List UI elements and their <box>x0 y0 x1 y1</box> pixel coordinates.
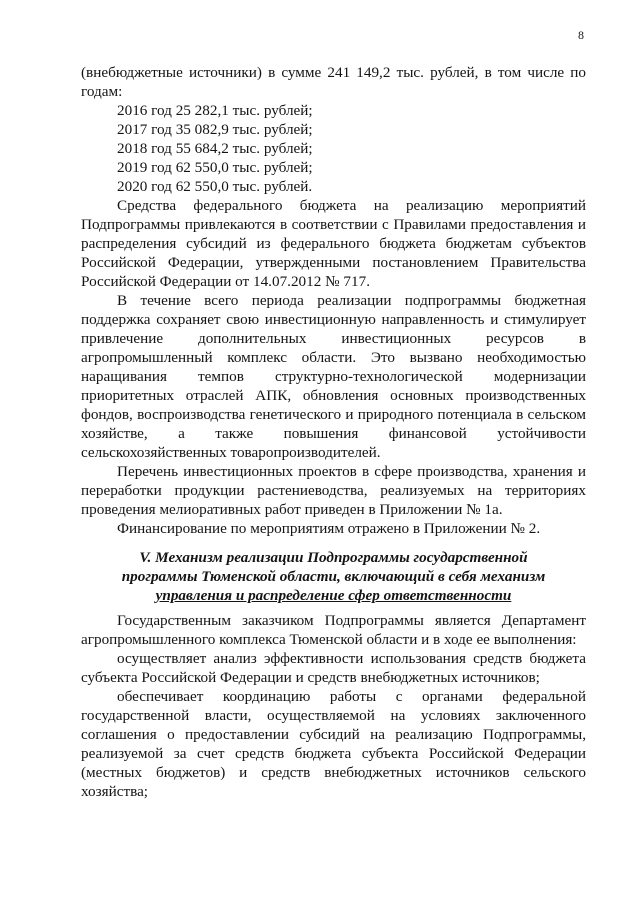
section-heading <box>81 548 586 605</box>
paragraph-investment: В течение всего периода реализации подпрограммы бюджетная поддержка сохраняет свою инвестиционную направленность и стимулирует привлечение дополнительных инвестиционных ресурсов в агропромышленный комплекс области. Это вызвано необходимостью наращивания темпов структурно-технологической модернизации приоритетных отраслей АПК, обновления основных производственных фондов, воспроизводства генетического и природного потенциала в сельском хозяйстве, а также повышения финансовой устойчивости сельскохозяйственных товаропроизводителей. <box>81 292 586 461</box>
year-item: 2019 год 62 550,0 тыс. рублей; <box>117 159 313 176</box>
year-item: 2016 год 25 282,1 тыс. рублей; <box>117 102 313 119</box>
paragraph-financing: Финансирование по мероприятиям отражено в Приложении № 2. <box>117 520 541 537</box>
document-body <box>81 63 586 801</box>
paragraph-analysis: осуществляет анализ эффективности использования средств бюджета субъекта Российской Федерации и средств внебюджетных источников; <box>81 650 586 686</box>
paragraph-customer: Государственным заказчиком Подпрограммы является Департамент агропромышленного комплекса Тюменской области и в ходе ее выполнения: <box>81 612 586 648</box>
paragraph-federal-funds: Средства федерального бюджета на реализацию мероприятий Подпрограммы привлекаются в соответствии с Правилами предоставления и распределения субсидий из федерального бюджета бюджетам субъектов Российской Федерации, утвержденными постановлением Правительства Российской Федерации от 14.07.2012 № 717. <box>81 197 586 290</box>
paragraph-intro: (внебюджетные источники) в сумме 241 149,2 тыс. рублей, в том числе по годам: <box>81 64 586 100</box>
year-item: 2018 год 55 684,2 тыс. рублей; <box>117 140 313 157</box>
year-item: 2017 год 35 082,9 тыс. рублей; <box>117 121 313 138</box>
years-list <box>81 101 586 196</box>
heading-line: программы Тюменской области, включающий в себя механизм <box>121 568 546 585</box>
page-number: 8 <box>578 28 584 42</box>
paragraph-project-list: Перечень инвестиционных проектов в сфере производства, хранения и переработки продукции растениеводства, реализуемых на территориях проведения мелиоративных работ приведен в Приложении № 1а. <box>81 463 586 518</box>
heading-line: управления и распределение сфер ответственности <box>155 587 512 604</box>
year-item: 2020 год 62 550,0 тыс. рублей. <box>117 178 313 195</box>
paragraph-coordination: обеспечивает координацию работы с органами федеральной государственной власти, осуществляемой на условиях заключенного соглашения о предоставлении субсидий на реализацию Подпрограммы, реализуемой за счет средств бюджета субъекта Российской Федерации (местных бюджетов) и средств внебюджетных источников сельского хозяйства; <box>81 688 586 800</box>
heading-line: V. Механизм реализации Подпрограммы государственной <box>139 549 528 566</box>
